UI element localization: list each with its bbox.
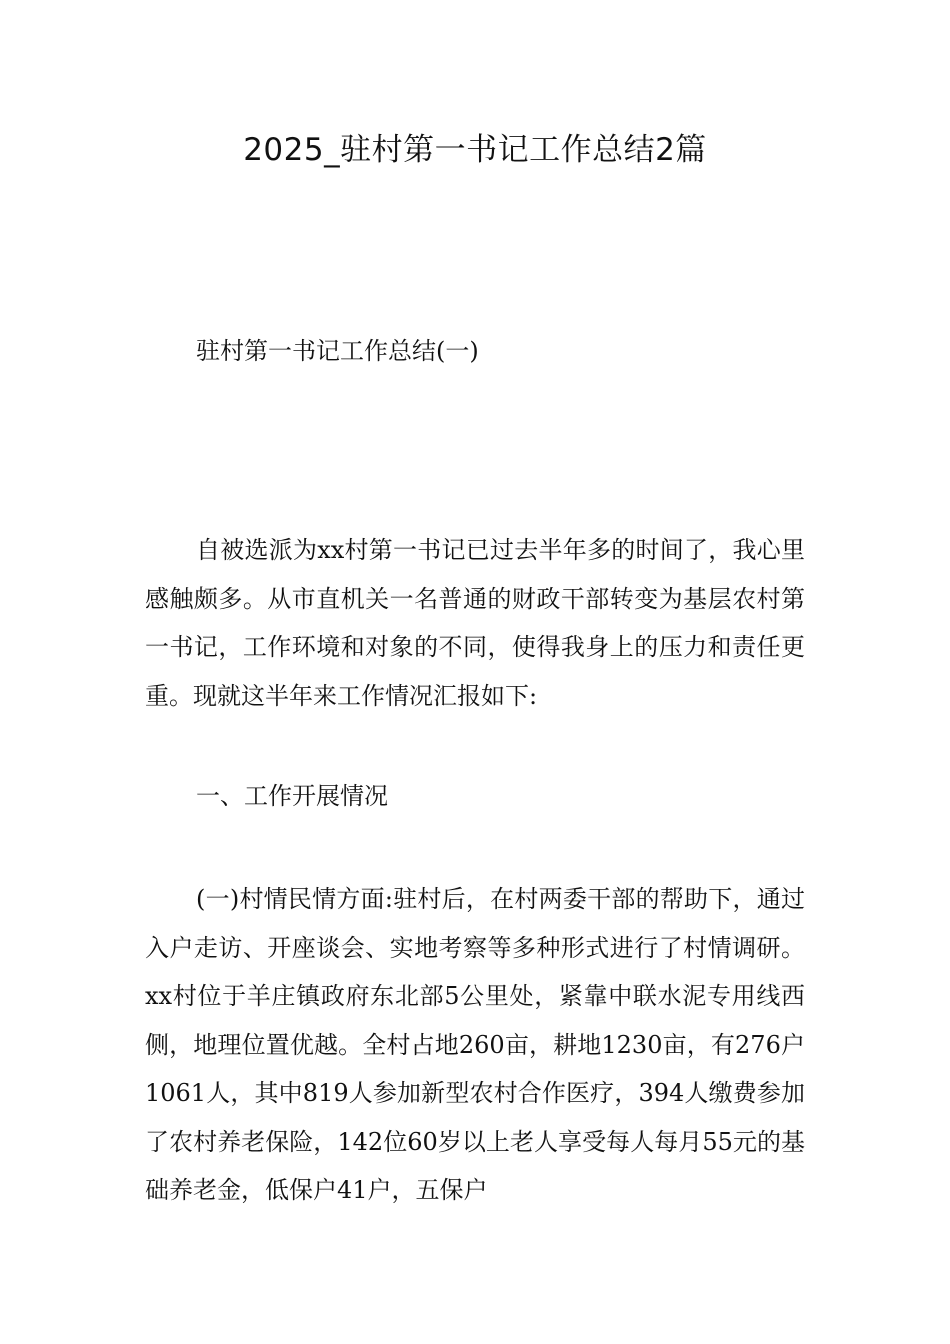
intro-paragraph: 自被选派为xx村第一书记已过去半年多的时间了，我心里感触颇多。从市直机关一名普通的财政干部转变为基层农村第一书记，工作环境和对象的不同，使得我身上的压力和责任更重。现就这半年来工作情况汇报如下: <box>145 536 805 710</box>
document-subtitle: 驻村第一书记工作总结(一) <box>196 337 479 365</box>
document-title: 2025_驻村第一书记工作总结2篇 <box>243 132 707 168</box>
village-situation-paragraph: (一)村情民情方面:驻村后，在村两委干部的帮助下，通过入户走访、开座谈会、实地考察等多种形式进行了村情调研。xx村位于羊庄镇政府东北部5公里处，紧靠中联水泥专用线西侧，地理位置优越。全村占地260亩，耕地1230亩，有276户1061人，其中819人参加新型农村合作医疗，394人缴费参加了农村养老保险，142位60岁以上老人享受每人每月55元的基础养老金，低保户41户，五保户 <box>145 885 805 1204</box>
section-heading: 一、工作开展情况 <box>196 782 388 810</box>
